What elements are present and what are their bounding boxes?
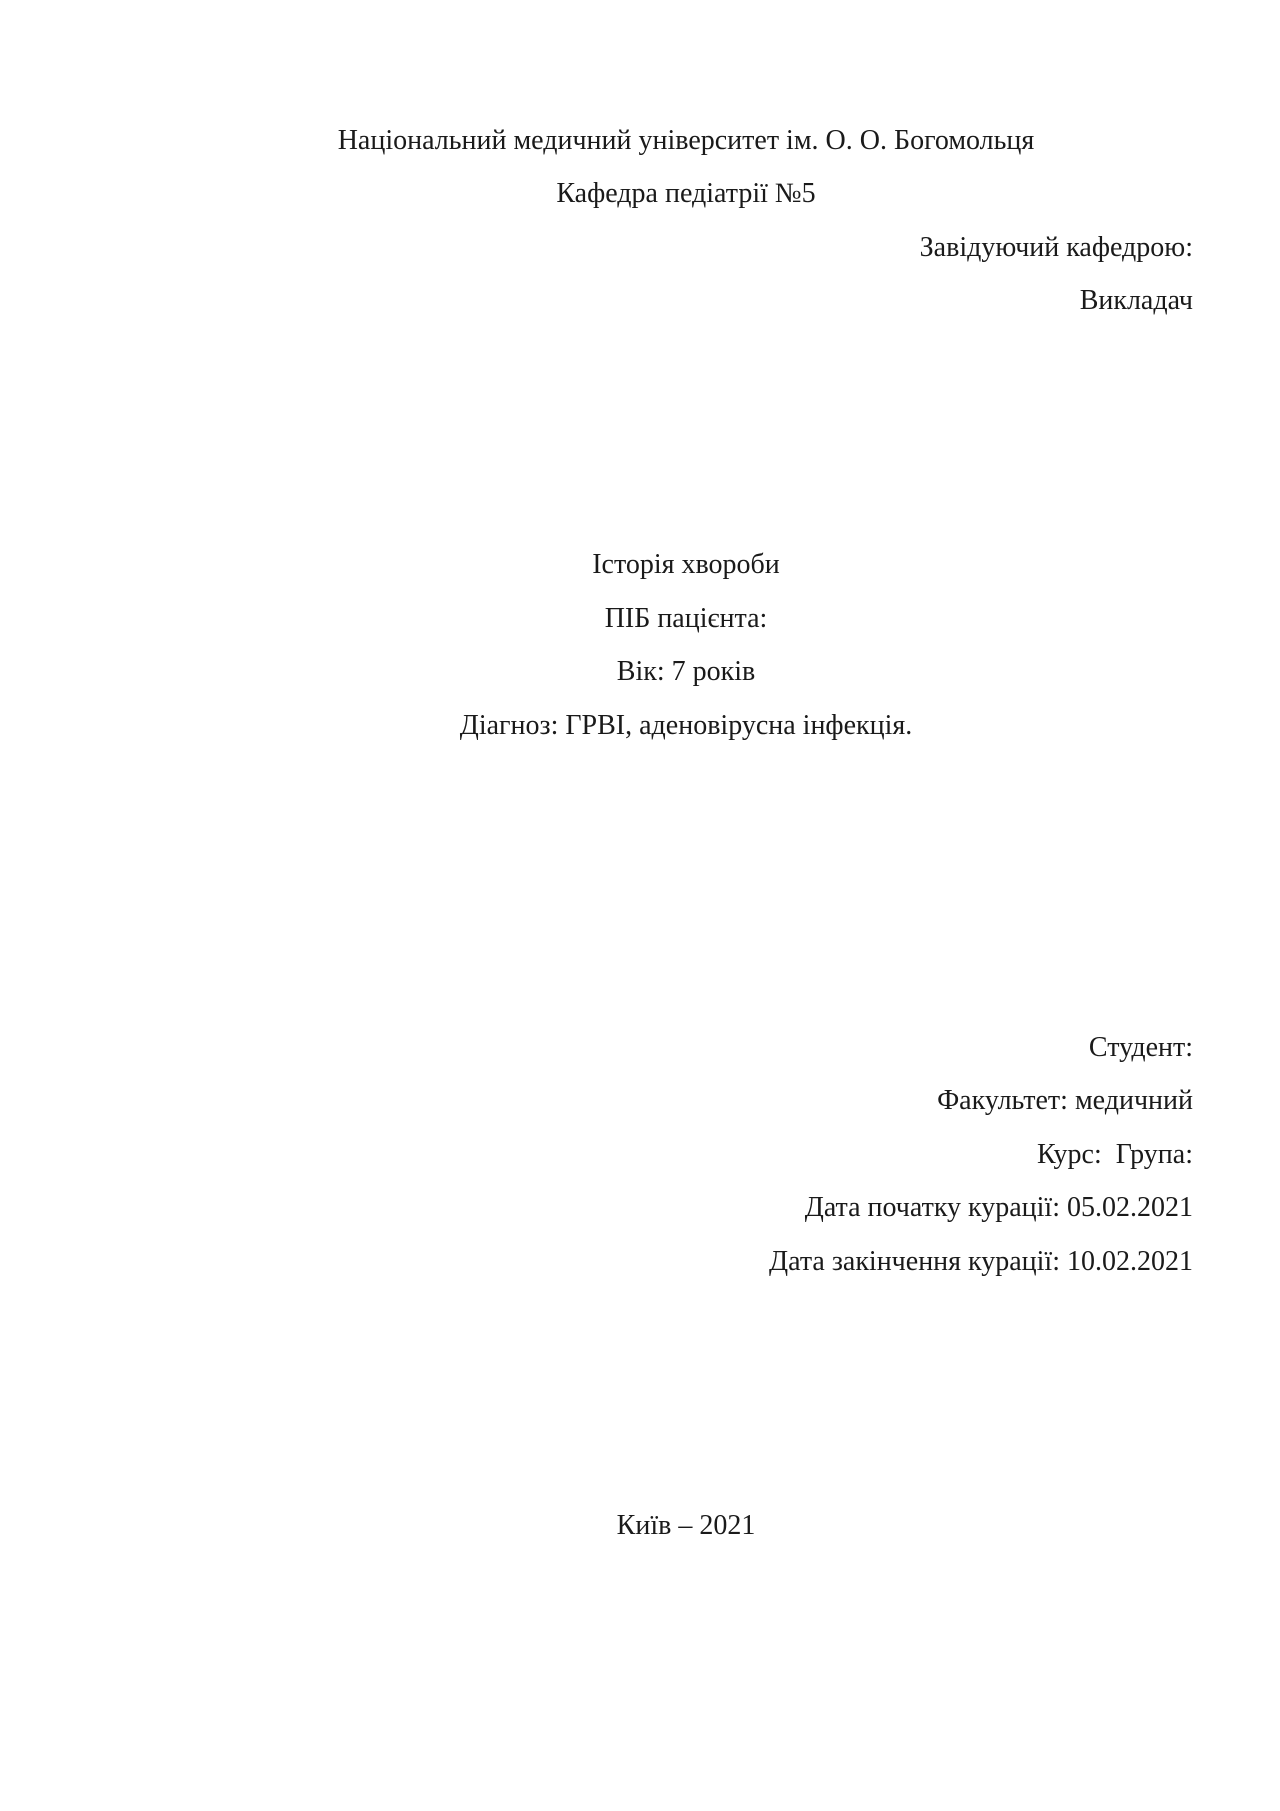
department-name: Кафедра педіатрії №5 [556, 178, 816, 209]
city-year: Київ – 2021 [616, 1510, 756, 1541]
diagnosis: Діагноз: ГРВІ, аденовірусна інфекція. [459, 710, 913, 741]
document-title: Історія хвороби [592, 549, 780, 580]
university-name: Національний медичний університет ім. О. О. Богомольця [337, 125, 1035, 156]
course-group: Курс: Група: [1036, 1139, 1193, 1170]
patient-age: Вік: 7 років [616, 656, 756, 687]
teacher-label: Викладач [1079, 285, 1193, 316]
faculty: Факультет: медичний [937, 1085, 1193, 1116]
student-label: Студент: [1088, 1032, 1193, 1063]
curation-start-date: Дата початку курації: 05.02.2021 [804, 1192, 1193, 1223]
patient-name-label: ПІБ пацієнта: [604, 603, 768, 634]
curation-end-date: Дата закінчення курації: 10.02.2021 [769, 1246, 1193, 1277]
head-of-department-label: Завідуючий кафедрою: [919, 232, 1193, 263]
